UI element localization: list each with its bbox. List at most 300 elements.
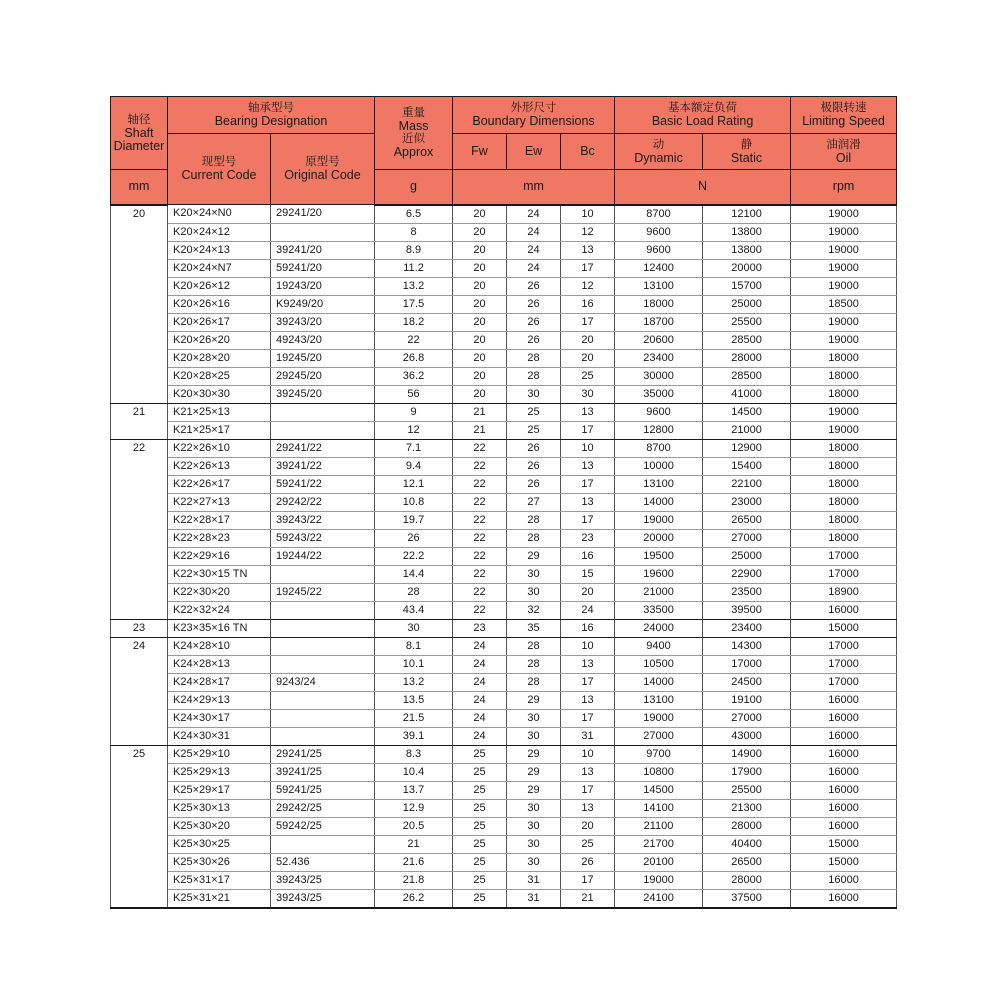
dynamic-load-cell: 20000 [615,529,703,547]
bc-cell: 16 [561,295,615,313]
fw-cell: 20 [453,241,507,259]
original-code-cell [271,421,375,439]
mass-cell: 26 [375,529,453,547]
ew-cell: 26 [507,313,561,331]
original-code-cell: 39241/20 [271,241,375,259]
oil-speed-cell: 19000 [791,259,897,277]
bc-cell: 10 [561,205,615,224]
current-code-cell: K22×28×23 [168,529,271,547]
static-load-cell: 14300 [703,637,791,655]
ew-cell: 26 [507,439,561,457]
static-load-cell: 27000 [703,529,791,547]
fw-cell: 20 [453,259,507,277]
oil-speed-cell: 16000 [791,709,897,727]
current-code-cell: K25×29×10 [168,745,271,763]
static-load-cell: 21300 [703,799,791,817]
dynamic-load-cell: 35000 [615,385,703,403]
oil-speed-cell: 18000 [791,511,897,529]
dynamic-load-cell: 12800 [615,421,703,439]
original-code-cell: 29242/22 [271,493,375,511]
static-load-cell: 37500 [703,889,791,908]
current-code-cell: K20×26×12 [168,277,271,295]
static-load-cell: 43000 [703,727,791,745]
ew-cell: 30 [507,565,561,583]
current-code-cell: K20×26×20 [168,331,271,349]
shaft-diameter-cell: 23 [111,619,168,637]
ew-cell: 28 [507,511,561,529]
bc-cell: 12 [561,223,615,241]
shaft-diameter-cell: 21 [111,403,168,439]
fw-cell: 20 [453,349,507,367]
static-load-cell: 41000 [703,385,791,403]
static-load-cell: 28500 [703,331,791,349]
header-bearing-designation: 轴承型号 Bearing Designation [168,97,375,134]
static-load-cell: 12900 [703,439,791,457]
current-code-cell: K20×28×25 [168,367,271,385]
mass-cell: 20.5 [375,817,453,835]
fw-cell: 22 [453,457,507,475]
fw-cell: 25 [453,853,507,871]
header-original-code: 原型号 Original Code [271,134,375,205]
table-row [111,385,897,403]
bc-cell: 17 [561,709,615,727]
dynamic-load-cell: 10800 [615,763,703,781]
fw-cell: 20 [453,295,507,313]
dynamic-load-cell: 9700 [615,745,703,763]
mass-cell: 13.2 [375,277,453,295]
table-row [111,421,897,439]
table-header [111,97,897,205]
header-mass: 重量 Mass 近似 Approx [375,97,453,170]
original-code-cell: 29241/25 [271,745,375,763]
original-code-cell: 39243/20 [271,313,375,331]
ew-cell: 30 [507,709,561,727]
mass-cell: 10.4 [375,763,453,781]
fw-cell: 22 [453,493,507,511]
fw-cell: 24 [453,709,507,727]
dynamic-load-cell: 19600 [615,565,703,583]
table-row [111,313,897,331]
dynamic-load-cell: 14100 [615,799,703,817]
original-code-cell: 49243/20 [271,331,375,349]
fw-cell: 20 [453,223,507,241]
mass-cell: 12.9 [375,799,453,817]
table-body [111,205,897,908]
original-code-cell: K9249/20 [271,295,375,313]
table-row [111,709,897,727]
unit-shaft: mm [111,170,168,205]
unit-boundary: mm [453,170,615,205]
original-code-cell: 39243/25 [271,871,375,889]
bc-cell: 17 [561,511,615,529]
fw-cell: 25 [453,889,507,908]
mass-cell: 30 [375,619,453,637]
bc-cell: 25 [561,367,615,385]
original-code-cell [271,655,375,673]
ew-cell: 30 [507,853,561,871]
bc-cell: 21 [561,889,615,908]
mass-cell: 14.4 [375,565,453,583]
bc-cell: 13 [561,691,615,709]
bc-cell: 13 [561,457,615,475]
mass-cell: 8.3 [375,745,453,763]
header-fw: Fw [453,134,507,170]
original-code-cell [271,403,375,421]
static-load-cell: 22900 [703,565,791,583]
table-row [111,475,897,493]
current-code-cell: K24×28×17 [168,673,271,691]
original-code-cell: 59241/22 [271,475,375,493]
mass-cell: 10.8 [375,493,453,511]
oil-speed-cell: 16000 [791,799,897,817]
fw-cell: 22 [453,529,507,547]
current-code-cell: K20×24×12 [168,223,271,241]
original-code-cell [271,709,375,727]
original-code-cell: 19245/22 [271,583,375,601]
dynamic-load-cell: 30000 [615,367,703,385]
static-load-cell: 26500 [703,511,791,529]
current-code-cell: K24×29×13 [168,691,271,709]
current-code-cell: K22×28×17 [168,511,271,529]
ew-cell: 29 [507,781,561,799]
table-row [111,367,897,385]
dynamic-load-cell: 13100 [615,691,703,709]
mass-cell: 36.2 [375,367,453,385]
fw-cell: 25 [453,799,507,817]
current-code-cell: K25×30×25 [168,835,271,853]
bc-cell: 10 [561,439,615,457]
oil-speed-cell: 19000 [791,331,897,349]
fw-cell: 22 [453,511,507,529]
static-load-cell: 28000 [703,349,791,367]
header-boundary-dimensions: 外形尺寸 Boundary Dimensions [453,97,615,134]
static-load-cell: 25500 [703,781,791,799]
dynamic-load-cell: 13100 [615,277,703,295]
fw-cell: 22 [453,601,507,619]
ew-cell: 26 [507,475,561,493]
oil-speed-cell: 18000 [791,385,897,403]
dynamic-load-cell: 14500 [615,781,703,799]
current-code-cell: K25×30×13 [168,799,271,817]
static-load-cell: 17000 [703,655,791,673]
mass-cell: 8 [375,223,453,241]
current-code-cell: K21×25×13 [168,403,271,421]
dynamic-load-cell: 19000 [615,871,703,889]
oil-speed-cell: 16000 [791,727,897,745]
table-row [111,493,897,511]
original-code-cell [271,637,375,655]
table-row [111,205,897,224]
bc-cell: 13 [561,493,615,511]
static-load-cell: 23500 [703,583,791,601]
fw-cell: 20 [453,367,507,385]
original-code-cell: 59241/25 [271,781,375,799]
original-code-cell: 39243/22 [271,511,375,529]
table-row [111,241,897,259]
static-load-cell: 17900 [703,763,791,781]
ew-cell: 26 [507,331,561,349]
dynamic-load-cell: 9600 [615,403,703,421]
mass-cell: 21.8 [375,871,453,889]
original-code-cell: 52.436 [271,853,375,871]
original-code-cell: 39245/20 [271,385,375,403]
mass-cell: 13.2 [375,673,453,691]
oil-speed-cell: 18000 [791,367,897,385]
mass-cell: 43.4 [375,601,453,619]
static-load-cell: 15400 [703,457,791,475]
mass-cell: 8.9 [375,241,453,259]
fw-cell: 25 [453,835,507,853]
ew-cell: 28 [507,349,561,367]
table-row [111,727,897,745]
shaft-diameter-cell: 20 [111,205,168,404]
ew-cell: 29 [507,691,561,709]
header-shaft-diameter: 轴径 Shaft Diameter [111,97,168,170]
header-basic-load-rating: 基本额定负荷 Basic Load Rating [615,97,791,134]
oil-speed-cell: 17000 [791,673,897,691]
oil-speed-cell: 19000 [791,277,897,295]
bc-cell: 16 [561,547,615,565]
oil-speed-cell: 18000 [791,349,897,367]
dynamic-load-cell: 12400 [615,259,703,277]
oil-speed-cell: 19000 [791,313,897,331]
bc-cell: 30 [561,385,615,403]
bc-cell: 10 [561,745,615,763]
table-row [111,583,897,601]
original-code-cell: 29245/20 [271,367,375,385]
fw-cell: 25 [453,763,507,781]
ew-cell: 28 [507,637,561,655]
ew-cell: 28 [507,529,561,547]
mass-cell: 21 [375,835,453,853]
ew-cell: 35 [507,619,561,637]
oil-speed-cell: 16000 [791,817,897,835]
dynamic-load-cell: 10000 [615,457,703,475]
static-load-cell: 13800 [703,241,791,259]
mass-cell: 22 [375,331,453,349]
fw-cell: 24 [453,691,507,709]
current-code-cell: K22×26×13 [168,457,271,475]
table-row [111,619,897,637]
ew-cell: 31 [507,889,561,908]
dynamic-load-cell: 24100 [615,889,703,908]
dynamic-load-cell: 33500 [615,601,703,619]
original-code-cell [271,223,375,241]
current-code-cell: K22×30×15 TN [168,565,271,583]
ew-cell: 31 [507,871,561,889]
table-row [111,889,897,908]
original-code-cell [271,835,375,853]
bc-cell: 26 [561,853,615,871]
ew-cell: 26 [507,277,561,295]
dynamic-load-cell: 18000 [615,295,703,313]
fw-cell: 20 [453,313,507,331]
original-code-cell [271,619,375,637]
shaft-diameter-cell: 22 [111,439,168,619]
fw-cell: 22 [453,475,507,493]
original-code-cell [271,691,375,709]
current-code-cell: K20×24×N7 [168,259,271,277]
original-code-cell: 29241/22 [271,439,375,457]
current-code-cell: K24×28×10 [168,637,271,655]
oil-speed-cell: 16000 [791,745,897,763]
fw-cell: 22 [453,547,507,565]
dynamic-load-cell: 23400 [615,349,703,367]
original-code-cell: 29241/20 [271,205,375,224]
current-code-cell: K20×24×N0 [168,205,271,224]
oil-speed-cell: 16000 [791,601,897,619]
original-code-cell [271,565,375,583]
ew-cell: 26 [507,295,561,313]
fw-cell: 22 [453,439,507,457]
oil-speed-cell: 15000 [791,835,897,853]
current-code-cell: K22×27×13 [168,493,271,511]
current-code-cell: K22×30×20 [168,583,271,601]
ew-cell: 30 [507,583,561,601]
fw-cell: 24 [453,673,507,691]
dynamic-load-cell: 19000 [615,709,703,727]
mass-cell: 22.2 [375,547,453,565]
current-code-cell: K22×26×10 [168,439,271,457]
fw-cell: 21 [453,421,507,439]
fw-cell: 20 [453,205,507,224]
original-code-cell: 39241/25 [271,763,375,781]
header-oil: 油润滑 Oil [791,134,897,170]
static-load-cell: 14500 [703,403,791,421]
mass-cell: 8.1 [375,637,453,655]
current-code-cell: K25×29×13 [168,763,271,781]
bc-cell: 15 [561,565,615,583]
table-row [111,817,897,835]
table-row [111,457,897,475]
fw-cell: 20 [453,331,507,349]
original-code-cell [271,727,375,745]
original-code-cell [271,601,375,619]
mass-cell: 17.5 [375,295,453,313]
bc-cell: 17 [561,313,615,331]
dynamic-load-cell: 8700 [615,205,703,224]
mass-cell: 10.1 [375,655,453,673]
bc-cell: 20 [561,817,615,835]
static-load-cell: 39500 [703,601,791,619]
dynamic-load-cell: 14000 [615,493,703,511]
mass-cell: 39.1 [375,727,453,745]
table-row [111,799,897,817]
fw-cell: 22 [453,583,507,601]
table-row [111,349,897,367]
header-dynamic: 动 Dynamic [615,134,703,170]
table-row [111,871,897,889]
mass-cell: 19.7 [375,511,453,529]
ew-cell: 28 [507,367,561,385]
current-code-cell: K20×24×13 [168,241,271,259]
oil-speed-cell: 18900 [791,583,897,601]
ew-cell: 30 [507,727,561,745]
dynamic-load-cell: 20600 [615,331,703,349]
table-row [111,439,897,457]
bc-cell: 13 [561,763,615,781]
table-row [111,745,897,763]
bc-cell: 17 [561,475,615,493]
header-ew: Ew [507,134,561,170]
dynamic-load-cell: 21100 [615,817,703,835]
ew-cell: 26 [507,457,561,475]
mass-cell: 7.1 [375,439,453,457]
bc-cell: 17 [561,259,615,277]
dynamic-load-cell: 21700 [615,835,703,853]
mass-cell: 11.2 [375,259,453,277]
oil-speed-cell: 15000 [791,619,897,637]
oil-speed-cell: 17000 [791,547,897,565]
current-code-cell: K20×30×30 [168,385,271,403]
dynamic-load-cell: 20100 [615,853,703,871]
static-load-cell: 26500 [703,853,791,871]
original-code-cell: 19243/20 [271,277,375,295]
static-load-cell: 15700 [703,277,791,295]
table-row [111,853,897,871]
dynamic-load-cell: 13100 [615,475,703,493]
static-load-cell: 40400 [703,835,791,853]
oil-speed-cell: 16000 [791,763,897,781]
oil-speed-cell: 18000 [791,475,897,493]
dynamic-load-cell: 9600 [615,223,703,241]
mass-cell: 28 [375,583,453,601]
table-row [111,331,897,349]
original-code-cell: 59243/22 [271,529,375,547]
current-code-cell: K23×35×16 TN [168,619,271,637]
table-row [111,223,897,241]
oil-speed-cell: 16000 [791,691,897,709]
dynamic-load-cell: 14000 [615,673,703,691]
bc-cell: 10 [561,637,615,655]
current-code-cell: K25×29×17 [168,781,271,799]
bc-cell: 16 [561,619,615,637]
static-load-cell: 28000 [703,871,791,889]
table-row [111,673,897,691]
oil-speed-cell: 16000 [791,781,897,799]
oil-speed-cell: 18000 [791,493,897,511]
oil-speed-cell: 18500 [791,295,897,313]
oil-speed-cell: 17000 [791,565,897,583]
fw-cell: 25 [453,745,507,763]
fw-cell: 25 [453,817,507,835]
bc-cell: 25 [561,835,615,853]
static-load-cell: 23400 [703,619,791,637]
table-row [111,781,897,799]
static-load-cell: 28500 [703,367,791,385]
fw-cell: 24 [453,655,507,673]
fw-cell: 25 [453,781,507,799]
dynamic-load-cell: 19000 [615,511,703,529]
bc-cell: 17 [561,871,615,889]
current-code-cell: K25×30×26 [168,853,271,871]
current-code-cell: K24×28×13 [168,655,271,673]
oil-speed-cell: 18000 [791,529,897,547]
current-code-cell: K20×28×20 [168,349,271,367]
oil-speed-cell: 19000 [791,223,897,241]
static-load-cell: 13800 [703,223,791,241]
oil-speed-cell: 18000 [791,457,897,475]
mass-cell: 12 [375,421,453,439]
static-load-cell: 25500 [703,313,791,331]
bc-cell: 13 [561,799,615,817]
fw-cell: 20 [453,277,507,295]
mass-cell: 12.1 [375,475,453,493]
dynamic-load-cell: 9600 [615,241,703,259]
bc-cell: 17 [561,781,615,799]
mass-cell: 21.5 [375,709,453,727]
current-code-cell: K20×26×16 [168,295,271,313]
